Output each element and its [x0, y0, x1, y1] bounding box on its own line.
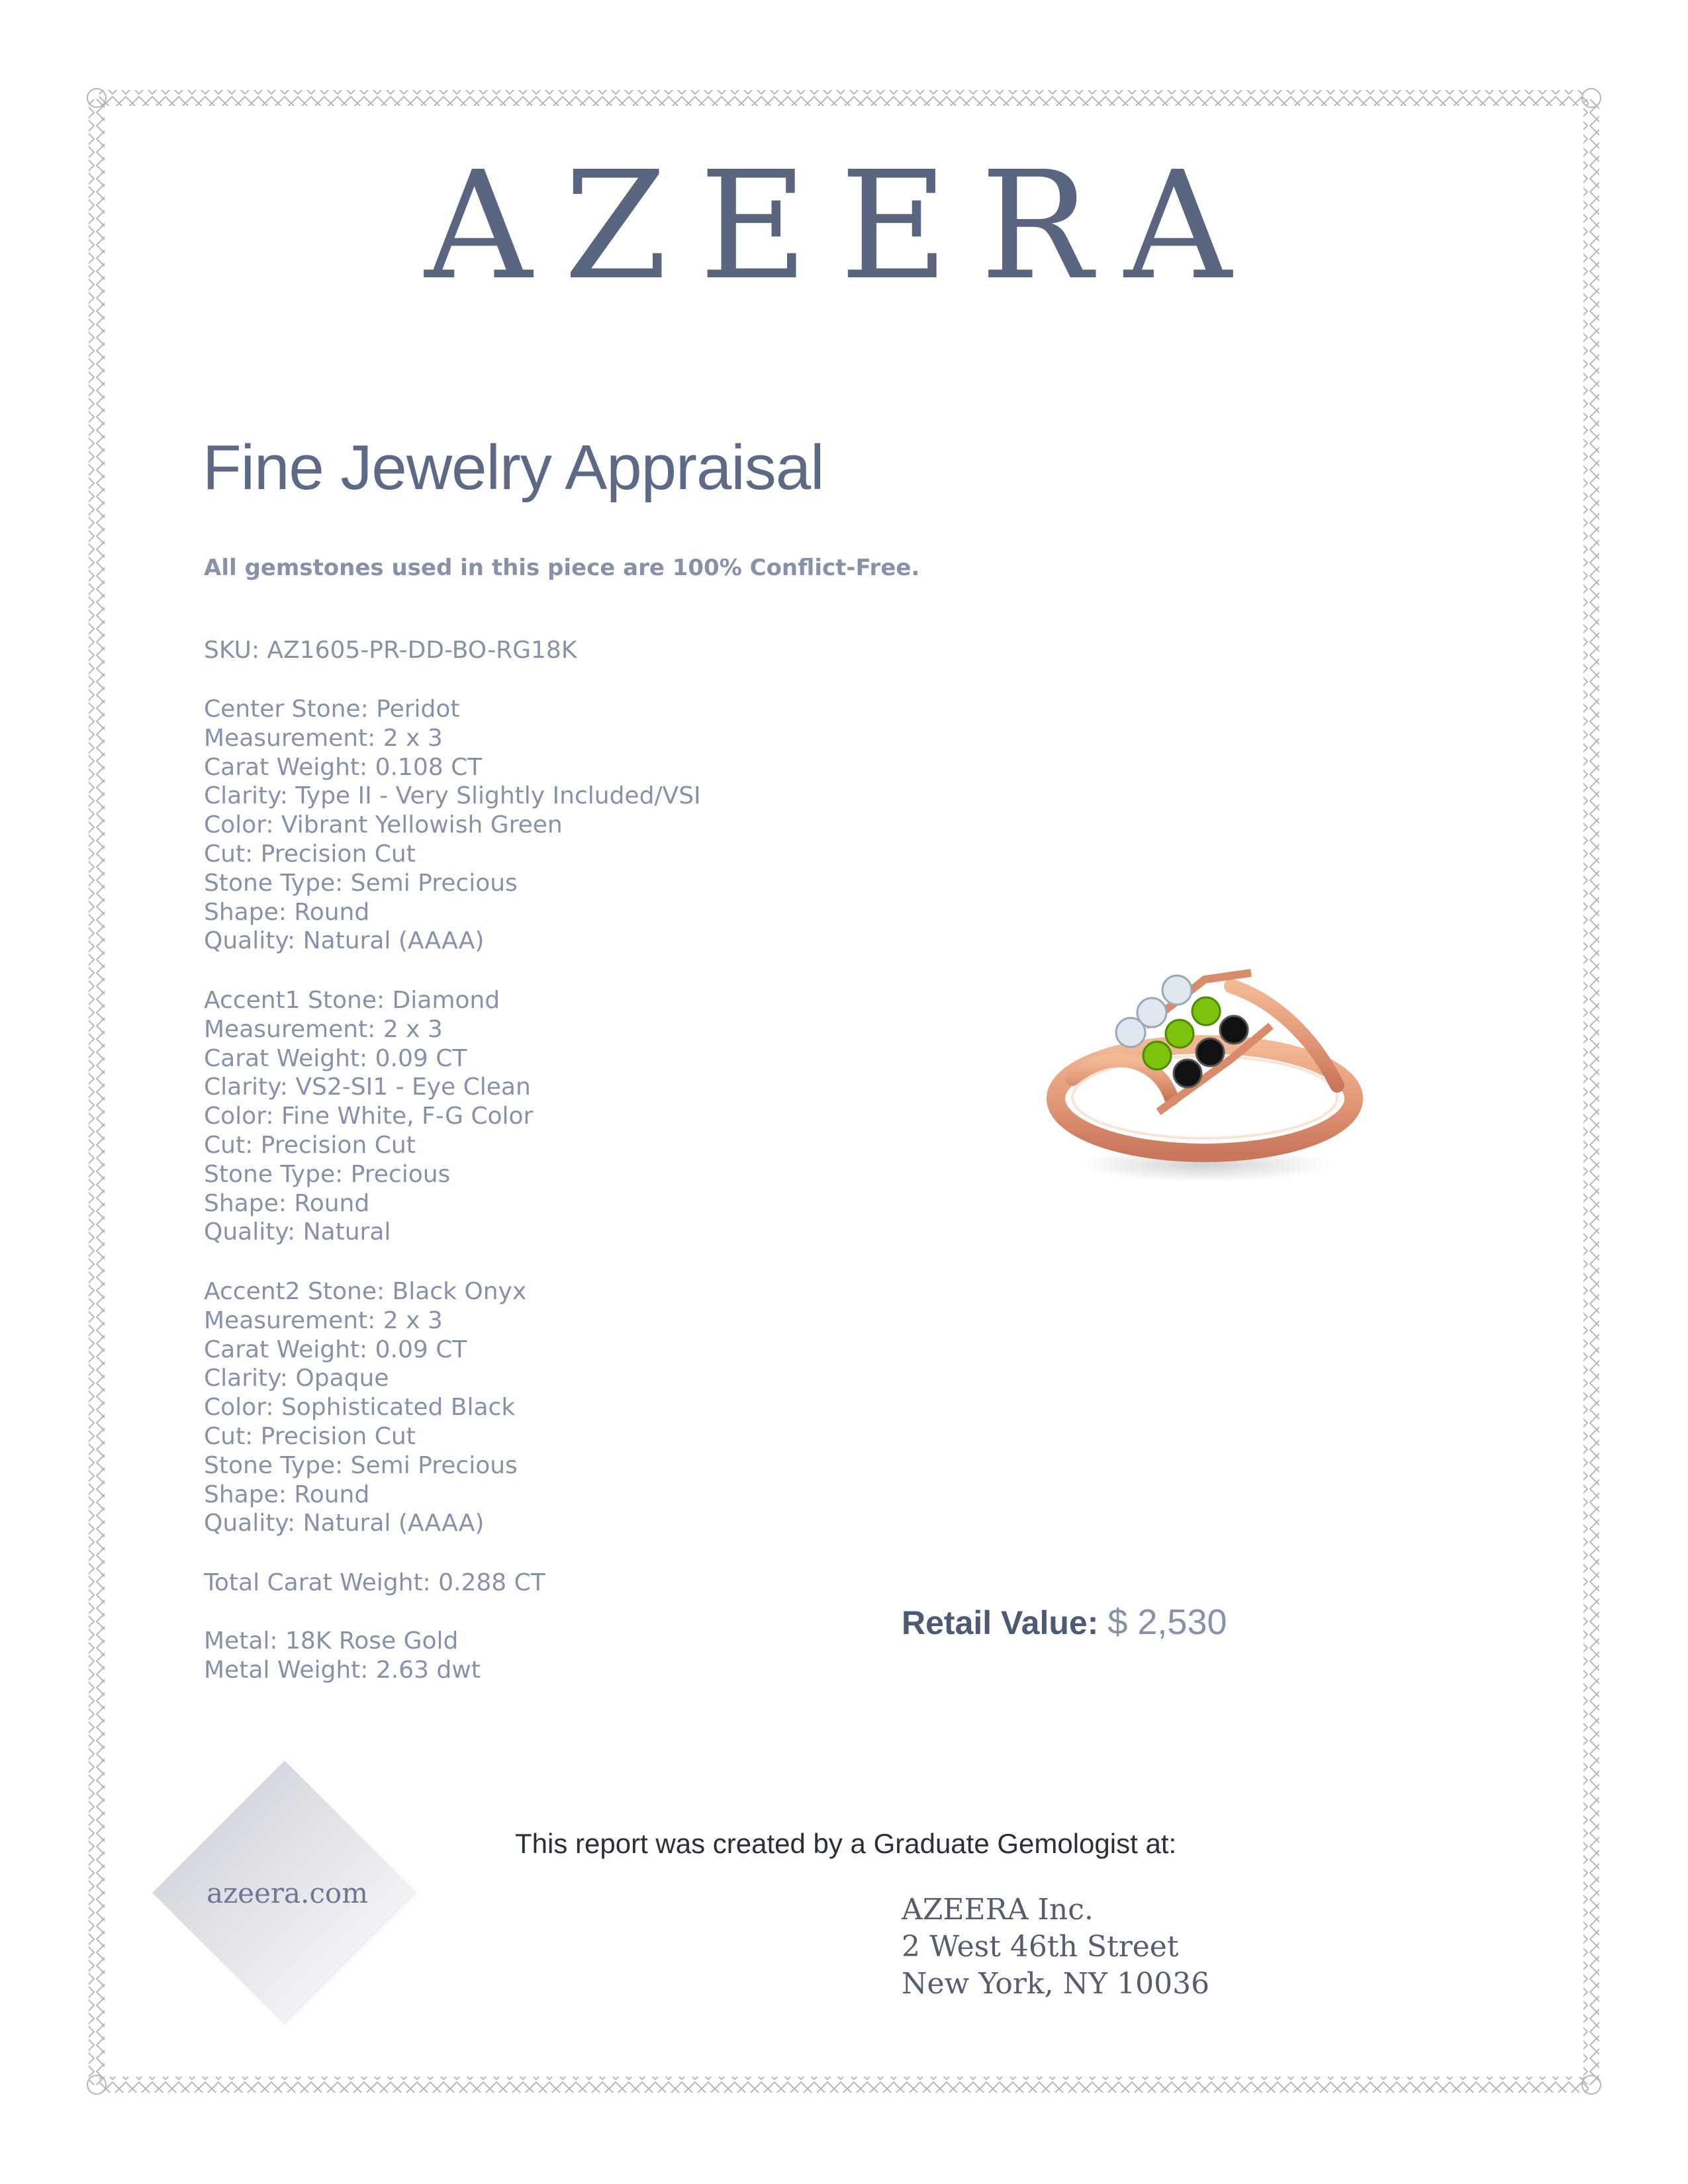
address-line: AZEERA Inc. [902, 1893, 1094, 1927]
spec-line: Quality: Natural (AAAA) [204, 927, 485, 955]
spec-line: Carat Weight: 0.09 CT [204, 1044, 467, 1072]
spec-line: Center Stone: Peridot [204, 696, 460, 723]
address-line: New York, NY 10036 [902, 1967, 1210, 2001]
accent2-stone-specs [204, 1277, 526, 1538]
spec-line: Total Carat Weight: 0.288 CT [204, 1569, 545, 1596]
spec-line: Cut: Precision Cut [204, 1131, 416, 1159]
brand-logo: AZEERA [424, 140, 1264, 313]
spec-line: Carat Weight: 0.09 CT [204, 1336, 467, 1363]
spec-line: Color: Sophisticated Black [204, 1394, 516, 1422]
spec-line: Shape: Round [204, 1480, 370, 1508]
spec-line: Color: Vibrant Yellowish Green [204, 811, 563, 839]
conflict-free-note: All gemstones used in this piece are 100% Conflict-Free. [204, 555, 920, 581]
metal-specs [204, 1627, 481, 1685]
retail-value-label: Retail Value: [902, 1604, 1099, 1641]
spec-line: Cut: Precision Cut [204, 1422, 416, 1450]
spec-line: Cut: Precision Cut [204, 840, 416, 868]
spec-line: Measurement: 2 x 3 [204, 1015, 443, 1043]
spec-line: Stone Type: Semi Precious [204, 869, 518, 897]
spec-line: Carat Weight: 0.108 CT [204, 753, 483, 781]
spec-line: Measurement: 2 x 3 [204, 724, 443, 752]
total-carat-weight [204, 1569, 545, 1598]
spec-line: Stone Type: Semi Precious [204, 1451, 518, 1479]
website-link[interactable]: azeera.com [207, 1877, 368, 1909]
spec-line: Stone Type: Precious [204, 1160, 451, 1188]
spec-line: Quality: Natural (AAAA) [204, 1510, 485, 1537]
sku-label: SKU: AZ1605-PR-DD-BO-RG18K [204, 637, 577, 664]
spec-line: Accent1 Stone: Diamond [204, 987, 500, 1014]
retail-value-amount: $ 2,530 [1107, 1602, 1227, 1642]
accent1-stone-specs [204, 986, 533, 1247]
spec-line: Quality: Natural [204, 1218, 391, 1246]
spec-line: Clarity: Opaque [204, 1365, 389, 1392]
address-line: 2 West 46th Street [902, 1930, 1179, 1964]
spec-line: Clarity: VS2-SI1 - Eye Clean [204, 1073, 531, 1101]
gemologist-statement: This report was created by a Graduate Gemologist at: [515, 1828, 1177, 1859]
page-title: Fine Jewelry Appraisal [203, 432, 824, 503]
retail-value [902, 1602, 1227, 1643]
spec-line: Clarity: Type II - Very Slightly Included/VSI [204, 782, 701, 810]
rose-gold-ring-image [1033, 946, 1377, 1198]
spec-line: Metal Weight: 2.63 dwt [204, 1656, 481, 1684]
spec-line: Color: Fine White, F-G Color [204, 1103, 534, 1130]
spec-line: Shape: Round [204, 1189, 370, 1217]
spec-line: Metal: 18K Rose Gold [204, 1627, 459, 1655]
center-stone-specs [204, 695, 701, 956]
spec-line: Measurement: 2 x 3 [204, 1306, 443, 1334]
spec-line: Accent2 Stone: Black Onyx [204, 1278, 527, 1305]
spec-line: Shape: Round [204, 898, 370, 926]
company-address [902, 1891, 1209, 2003]
